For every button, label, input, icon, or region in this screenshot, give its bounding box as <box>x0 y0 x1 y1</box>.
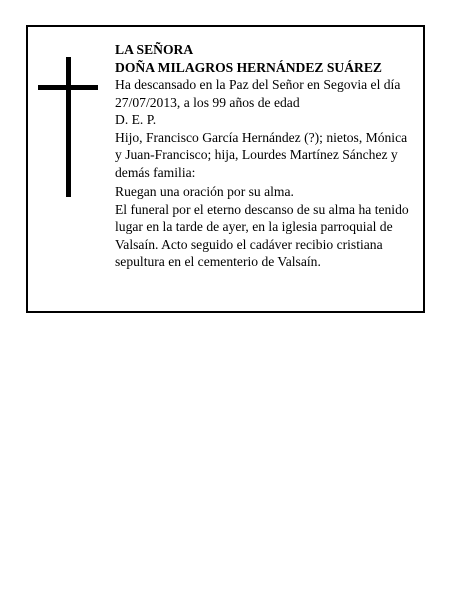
rip-text: D. E. P. <box>115 112 157 127</box>
deceased-name: DOÑA MILAGROS HERNÁNDEZ SUÁREZ <box>115 59 383 75</box>
cross-vertical-bar <box>66 57 71 197</box>
cross-horizontal-bar <box>38 85 98 90</box>
obituary-notice <box>26 25 425 313</box>
death-details: Ha descansado en la Paz del Señor en Segovia el día 27/07/2013, a los 99 años de edad <box>115 77 401 110</box>
obituary-text <box>115 41 415 271</box>
funeral-details: El funeral por el eterno descanso de su alma ha tenido lugar en la tarde de ayer, en la iglesia parroquial de Valsaín. Acto seguido el cadáver recibio cristiana sepultura en el cementerio de Valsaín. <box>115 201 409 269</box>
family-list: Hijo, Francisco García Hernández (?); nietos, Mónica y Juan-Francisco; hija, Lourdes Martínez Sánchez y demás familia: <box>115 129 408 180</box>
notice-heading: LA SEÑORA <box>115 42 194 57</box>
prayer-request: Ruegan una oración por su alma. <box>115 184 294 199</box>
